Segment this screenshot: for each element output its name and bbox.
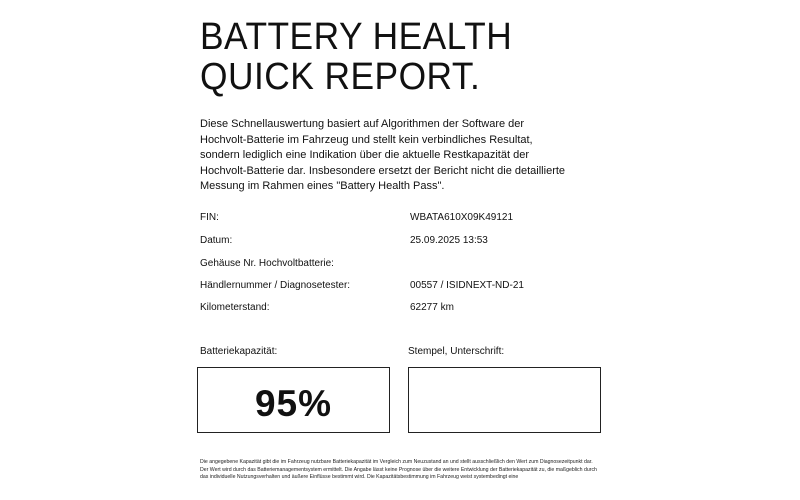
field-value: 62277 km bbox=[410, 302, 454, 313]
intro-paragraph: Diese Schnellauswertung basiert auf Algorithmen der Software der Hochvolt-Batterie im Fahrzeug und stellt kein verbindliches Resultat, sondern lediglich eine Indikation über die aktuelle Restkapazität der Hochvolt-Batterie dar. Insbesondere ersetzt der Bericht nicht die detaillierte Messung im Rahmen eines "Battery Health Pass". bbox=[200, 118, 566, 192]
capacity-label: Batteriekapazität: bbox=[200, 346, 278, 357]
field-row-kilometerstand bbox=[200, 301, 600, 315]
stamp-signature-box bbox=[408, 367, 601, 433]
capacity-box bbox=[197, 367, 390, 433]
field-row-fin bbox=[200, 211, 600, 225]
title-line-1: BATTERY HEALTH bbox=[200, 16, 513, 58]
field-row-haendlernummer bbox=[200, 279, 600, 293]
title-line-2: QUICK REPORT. bbox=[200, 56, 481, 98]
field-label: Händlernummer / Diagnosetester: bbox=[200, 280, 351, 291]
field-label: Gehäuse Nr. Hochvoltbatterie: bbox=[200, 258, 334, 269]
field-label: Datum: bbox=[200, 235, 233, 246]
field-value: 25.09.2025 13:53 bbox=[410, 235, 488, 246]
field-value: WBATA610X09K49121 bbox=[410, 212, 514, 223]
report-page bbox=[200, 0, 600, 500]
report-title bbox=[200, 17, 512, 97]
field-row-gehaeuse-nr bbox=[200, 257, 600, 271]
field-value: 00557 / ISIDNEXT-ND-21 bbox=[410, 280, 524, 291]
field-row-datum bbox=[200, 234, 600, 248]
capacity-value: 95% bbox=[254, 383, 333, 424]
stamp-label: Stempel, Unterschrift: bbox=[408, 346, 505, 357]
field-label: Kilometerstand: bbox=[200, 302, 270, 313]
footnote: Die angegebene Kapazität gibt die im Fahrzeug nutzbare Batteriekapazität im Vergleich zum Neuzustand an und stellt ausschließlich den Wert zum Diagnosezeitpunkt dar. Der Wert wird durch das Batteriemanagementsystem ermittelt. Die Angabe lässt keine Prognose über die weitere Entwicklung der Batteriekapazität zu, die maßgeblich durch das individuelle Nutzungsverhalten und äußere Einflüsse bestimmt wird. Die Kapazitätsbestimmung im Fahrzeug weist systembedingt eine bbox=[200, 459, 597, 481]
field-label: FIN: bbox=[200, 212, 219, 223]
